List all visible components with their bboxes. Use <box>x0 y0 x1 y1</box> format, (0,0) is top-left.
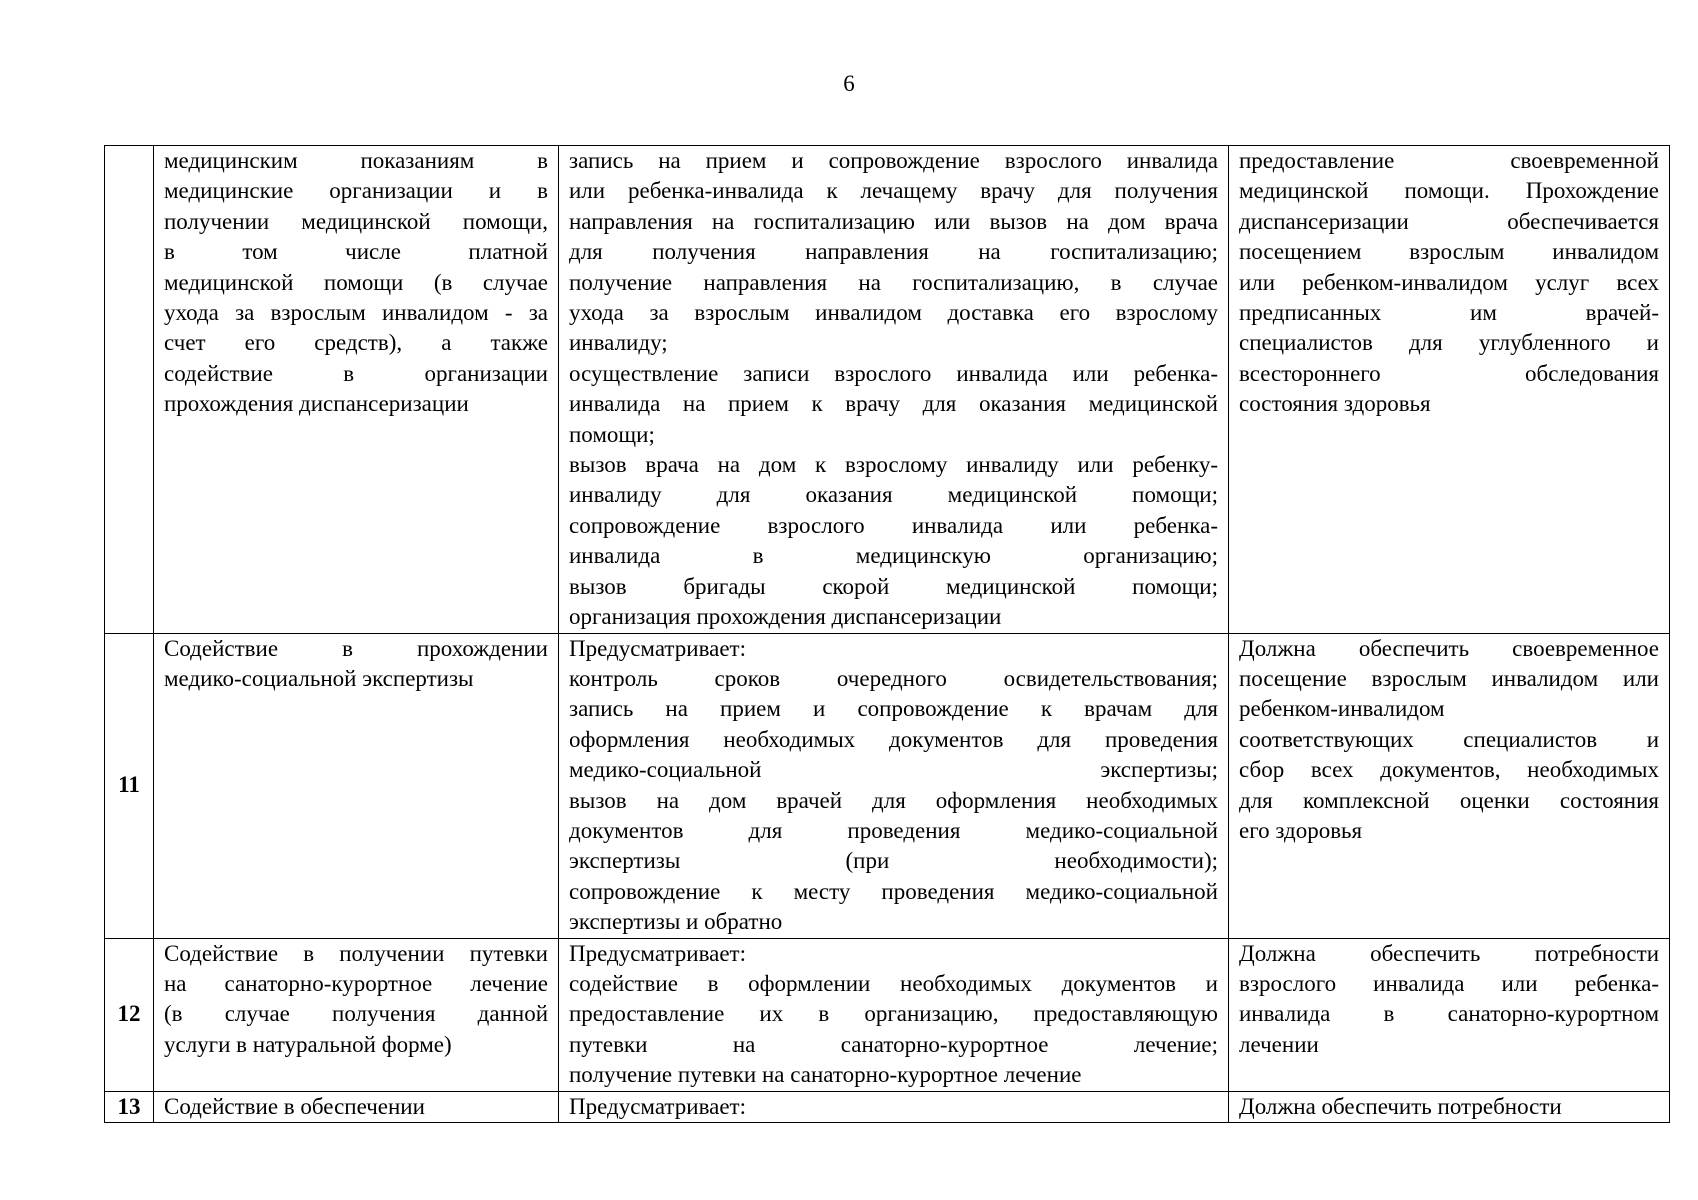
text-line: путевки на санаторно-курортное лечение; <box>569 1031 1218 1057</box>
text-line: состояния здоровья <box>1239 391 1431 417</box>
service-result-cell <box>1229 1091 1670 1122</box>
text-line: контроль сроков очередного освидетельствования; <box>569 665 1218 691</box>
row-number-cell: 11 <box>105 633 154 938</box>
service-content-cell <box>559 633 1229 938</box>
text-line: взрослого инвалида или ребенка- <box>1239 970 1659 996</box>
text-line: медицинские организации и в <box>164 178 548 204</box>
text-line: ухода за взрослым инвалидом доставка его взрослому <box>569 300 1218 326</box>
text-line: соответствующих специалистов и <box>1239 726 1659 752</box>
services-table <box>104 145 1670 1123</box>
text-line: счет его средств), а также <box>164 330 548 356</box>
text-line: организация прохождения диспансеризации <box>569 604 1002 630</box>
text-line: получении медицинской помощи, <box>164 208 548 234</box>
text-line: осуществление записи взрослого инвалида или ребенка- <box>569 360 1218 386</box>
text-line: диспансеризации обеспечивается <box>1239 208 1659 234</box>
text-line: медицинским показаниям в <box>164 148 548 173</box>
text-line: или ребенка-инвалида к лечащему врачу для получения <box>569 178 1218 204</box>
text-line: инвалида на прием к врачу для оказания медицинской <box>569 391 1218 417</box>
text-line: инвалида в санаторно-курортном <box>1239 1001 1659 1027</box>
service-content-cell <box>559 938 1229 1091</box>
text-line: получение направления на госпитализацию, в случае <box>569 269 1218 295</box>
table-body <box>105 146 1670 1123</box>
text-line: запись на прием и сопровождение взрослого инвалида <box>569 148 1218 173</box>
text-line: Содействие в прохождении <box>164 635 548 661</box>
text-line: медико-социальной экспертизы <box>164 665 474 691</box>
text-line: сбор всех документов, необходимых <box>1239 757 1659 783</box>
text-line: Предусматривает: <box>569 635 746 661</box>
service-name-cell <box>154 146 559 634</box>
text-line: экспертизы и обратно <box>569 909 783 935</box>
text-line: лечении <box>1239 1031 1319 1057</box>
text-line: вызов на дом врачей для оформления необходимых <box>569 787 1218 813</box>
text-line: помощи; <box>569 421 655 447</box>
service-name-cell <box>154 633 559 938</box>
text-line: получение путевки на санаторно-курортное лечение <box>569 1062 1082 1088</box>
table-row <box>105 938 1670 1091</box>
table-row <box>105 633 1670 938</box>
text-line: Должна обеспечить своевременное <box>1239 635 1659 661</box>
text-line: или ребенком-инвалидом услуг всех <box>1239 269 1659 295</box>
row-number-cell: 13 <box>105 1091 154 1122</box>
text-line: Содействие в обеспечении <box>164 1093 425 1119</box>
text-line: его здоровья <box>1239 817 1363 843</box>
text-line: инвалиду для оказания медицинской помощи; <box>569 482 1218 508</box>
text-line: Предусматривает: <box>569 1093 746 1119</box>
text-line: на санаторно-курортное лечение <box>164 970 548 996</box>
service-result-cell <box>1229 938 1670 1091</box>
text-line: документов для проведения медико-социальной <box>569 817 1218 843</box>
text-line: Должна обеспечить потребности <box>1239 1093 1562 1119</box>
text-line: ребенком-инвалидом <box>1239 696 1445 722</box>
row-number-cell: 12 <box>105 938 154 1091</box>
text-line: (в случае получения данной <box>164 1001 548 1027</box>
text-line: содействие в организации <box>164 360 548 386</box>
service-content-cell <box>559 146 1229 634</box>
text-line: услуги в натуральной форме) <box>164 1031 452 1057</box>
text-line: инвалида в медицинскую организацию; <box>569 543 1218 569</box>
text-line: сопровождение взрослого инвалида или ребенка- <box>569 512 1218 538</box>
text-line: предоставление их в организацию, предоставляющую <box>569 1001 1218 1027</box>
text-line: прохождения диспансеризации <box>164 391 469 417</box>
row-number-cell <box>105 146 154 634</box>
text-line: сопровождение к месту проведения медико-социальной <box>569 878 1218 904</box>
service-content-cell <box>559 1091 1229 1122</box>
text-line: вызов врача на дом к взрослому инвалиду или ребенку- <box>569 452 1218 478</box>
text-line: Должна обеспечить потребности <box>1239 940 1659 966</box>
table-row <box>105 1091 1670 1122</box>
service-name-cell <box>154 938 559 1091</box>
text-line: посещение взрослым инвалидом или <box>1239 665 1659 691</box>
service-name-cell <box>154 1091 559 1122</box>
page-number: 6 <box>843 71 855 96</box>
table-row <box>105 146 1670 634</box>
text-line: для комплексной оценки состояния <box>1239 787 1659 813</box>
text-line: Содействие в получении путевки <box>164 940 548 966</box>
text-line: экспертизы (при необходимости); <box>569 848 1218 874</box>
text-line: медицинской помощи. Прохождение <box>1239 178 1659 204</box>
text-line: инвалиду; <box>569 330 668 356</box>
text-line: направления на госпитализацию или вызов на дом врача <box>569 208 1218 234</box>
text-line: предоставление своевременной <box>1239 148 1659 173</box>
text-line: ухода за взрослым инвалидом - за <box>164 300 548 326</box>
text-line: оформления необходимых документов для проведения <box>569 726 1218 752</box>
text-line: медико-социальной экспертизы; <box>569 757 1218 783</box>
text-line: специалистов для углубленного и <box>1239 330 1659 356</box>
text-line: медицинской помощи (в случае <box>164 269 548 295</box>
service-result-cell <box>1229 633 1670 938</box>
text-line: вызов бригады скорой медицинской помощи; <box>569 573 1218 599</box>
text-line: Предусматривает: <box>569 940 746 966</box>
text-line: всестороннего обследования <box>1239 360 1659 386</box>
text-line: в том числе платной <box>164 239 548 265</box>
service-result-cell <box>1229 146 1670 634</box>
text-line: предписанных им врачей- <box>1239 300 1659 326</box>
text-line: для получения направления на госпитализацию; <box>569 239 1218 265</box>
text-line: запись на прием и сопровождение к врачам для <box>569 696 1218 722</box>
text-line: посещением взрослым инвалидом <box>1239 239 1659 265</box>
text-line: содействие в оформлении необходимых документов и <box>569 970 1218 996</box>
